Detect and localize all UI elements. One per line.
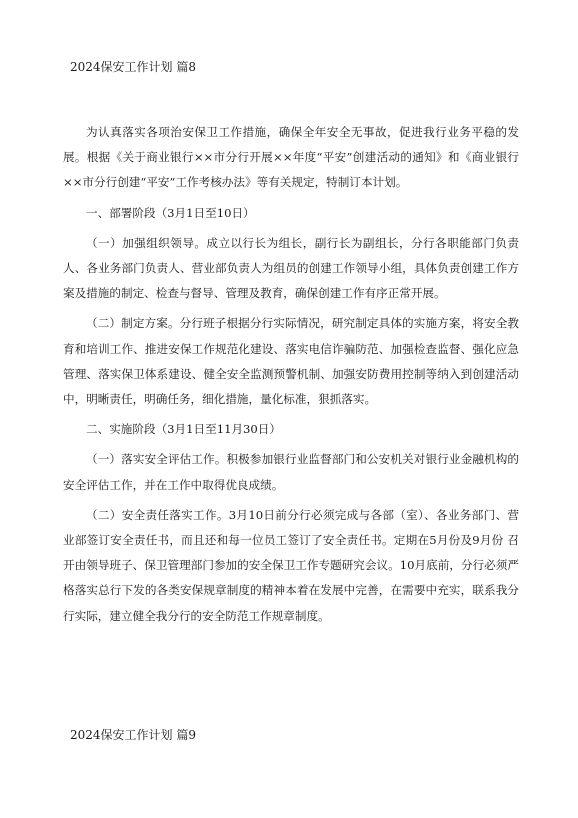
- section-title-deploy: 一、部署阶段（3月1日至10日）: [86, 205, 255, 220]
- section-title-implement: 二、实施阶段（3月1日至11月30日）: [86, 422, 281, 437]
- intro-paragraph: 为认真落实各项治安保卫工作措施，确保全年安全无事故，促进我行业务平稳的发展。根据《关于商业银行××市分行开展××年度“平安”创建活动的通知》和《商业银行××市分行创建“平安”工作考核办法》等有关规定，特制订本计划。: [63, 125, 519, 190]
- paragraph-leadership: （一）加强组织领导。成立以行长为组长，副行长为副组长，分行各职能部门负责人、各业务部门负责人、营业部负责人为组员的创建工作领导小组，具体负责创建工作方案及措施的制定、检查与督导、管理及教育，确保创建工作有序正常开展。: [63, 235, 519, 301]
- paragraph-assessment: （一）落实安全评估工作。积极参加银行业监督部门和公安机关对银行业金融机构的安全评估工作，并在工作中取得优良成绩。: [63, 452, 519, 492]
- paragraph-responsibility: （二）安全责任落实工作。3月10日前分行必须完成与各部（室）、各业务部门、营业部签订安全责任书，而且还和每一位员工签订了安全责任书。定期在5月份及9月份 召开由领导班子、保卫管理部门参加的安全保卫工作专题研究会议。10月底前，分行必须严格落实总行下发的各类安保规章制度的精神本着在发展中完善，在需要中充实，联系我分行实际，建立健全我分行的安全防范工作规章制度。: [63, 507, 519, 623]
- section-heading-8: 2024保安工作计划 篇8: [70, 60, 196, 74]
- section-heading-9: 2024保安工作计划 篇9: [70, 728, 196, 742]
- paragraph-plan: （二）制定方案。分行班子根据分行实际情况，研究制定具体的实施方案，将安全教育和培训工作、推进安保工作规范化建设、落实电信诈骗防范、加强检查监督、强化应急管理、落实保卫体系建设、健全安全监测预警机制、加强安防费用控制等纳入到创建活动中，明晰责任，明确任务，细化措施，量化标准，狠抓落实。: [63, 316, 519, 407]
- document-body: [63, 120, 519, 629]
